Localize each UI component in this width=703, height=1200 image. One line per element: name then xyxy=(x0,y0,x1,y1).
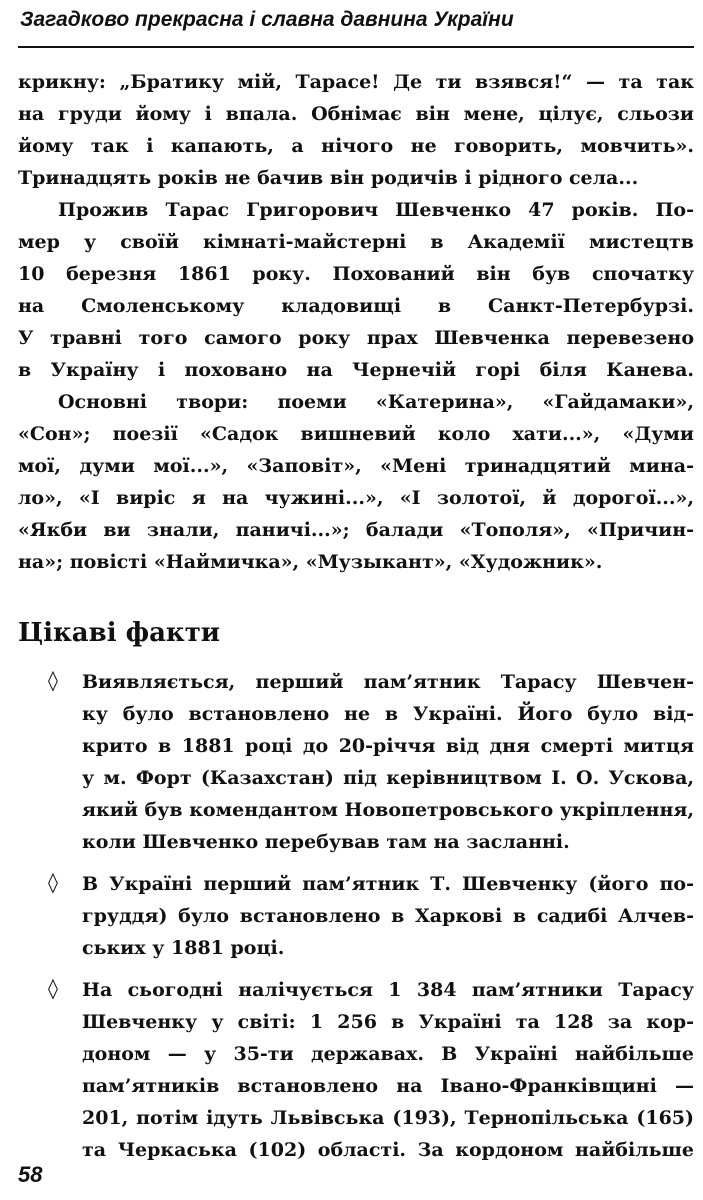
text-line: мої, думи мої...», «Заповіт», «Мені тринадцятий мина- xyxy=(18,455,694,477)
main-works-text: поеми «Катерина», «Гайдамаки», xyxy=(248,391,694,413)
section-heading: Цікаві факти xyxy=(18,618,221,648)
text-line: ло», «І виріс я на чужині...», «І золотої, й дорогої...», xyxy=(18,487,694,509)
paragraph-continuation xyxy=(18,66,694,194)
text-line: ку було встановлено не в Україні. Його було від- xyxy=(82,703,694,725)
text-line: «Сон»; поезії «Садок вишневий коло хати...», «Думи xyxy=(18,423,694,445)
text-line: У травні того самого року прах Шевченка перевезено xyxy=(18,327,694,349)
header-title: Загадково прекрасна і славна давнина України xyxy=(20,8,514,31)
page-number: 58 xyxy=(18,1162,43,1187)
text-line: пам’ятників встановлено на Івано-Франківщині — xyxy=(82,1075,694,1097)
text-line: 201, потім ідуть Львівська (193), Тернопільська (165) xyxy=(82,1107,694,1129)
text-line: 10 березня 1861 року. Похований він був спочатку xyxy=(18,263,694,285)
text-line: йому так і капають, а нічого не говорить, мовчить». xyxy=(18,135,694,157)
text-line: Шевченку у світі: 1 256 в Україні та 128 за кор- xyxy=(82,1011,694,1033)
text-line: доном — у 35-ти державах. В Україні найбільше xyxy=(82,1043,694,1065)
text-line: крикну: „Братику мій, Тарасе! Де ти взявся!“ — та так xyxy=(18,71,694,93)
text-line: Тринадцять років не бачив він родичів і рідного села... xyxy=(18,167,639,189)
list-item xyxy=(48,666,694,858)
text-line: у м. Форт (Казахстан) під керівництвом І. О. Ускова, xyxy=(82,767,694,789)
diamond-outline-icon: ◊ xyxy=(48,870,58,894)
diamond-outline-icon: ◊ xyxy=(48,976,58,1000)
text-line: на Смоленському кладовищі в Санкт-Петербурзі. xyxy=(18,295,694,317)
text-line: Прожив Тарас Григорович Шевченко 47 років. По- xyxy=(58,199,694,221)
text-line: на груди йому і впала. Обнімає він мене, цілує, сльози xyxy=(18,103,694,125)
text-line xyxy=(18,386,694,418)
paragraph-main-works xyxy=(18,386,694,578)
text-line: Виявляється, перший пам’ятник Тарасу Шевчен- xyxy=(82,671,694,693)
list-item xyxy=(48,868,694,964)
text-line: та Черкаська (102) області. За кордоном найбільше xyxy=(82,1139,694,1161)
main-works-label: Основні твори: xyxy=(58,391,249,413)
text-line: який був комендантом Новопетровського укріплення, xyxy=(82,799,694,821)
running-header xyxy=(18,0,694,48)
text-line: мер у своїй кімнаті-майстерні в Академії мистецтв xyxy=(18,231,694,253)
text-line: на»; повісті «Наймичка», «Музыкант», «Художник». xyxy=(18,551,603,573)
diamond-outline-icon: ◊ xyxy=(48,668,58,692)
text-line: коли Шевченко перебував там на засланні. xyxy=(82,831,570,853)
text-line: груддя) було встановлено в Харкові в садибі Алчев- xyxy=(82,905,694,927)
text-line: «Якби ви знали, паничі...»; балади «Тополя», «Причин- xyxy=(18,519,694,541)
list-item xyxy=(48,974,694,1166)
text-line: крито в 1881 році до 20-річчя від дня смерті митця xyxy=(82,735,694,757)
paragraph-biography xyxy=(18,194,694,386)
facts-list xyxy=(48,666,694,1176)
text-line: в Україну і поховано на Чернечій горі біля Канева. xyxy=(18,359,694,381)
text-line: В Україні перший пам’ятник Т. Шевченку (його по- xyxy=(82,873,694,895)
text-line: На сьогодні налічується 1 384 пам’ятники Тарасу xyxy=(82,979,694,1001)
text-line: ських у 1881 році. xyxy=(82,937,285,959)
